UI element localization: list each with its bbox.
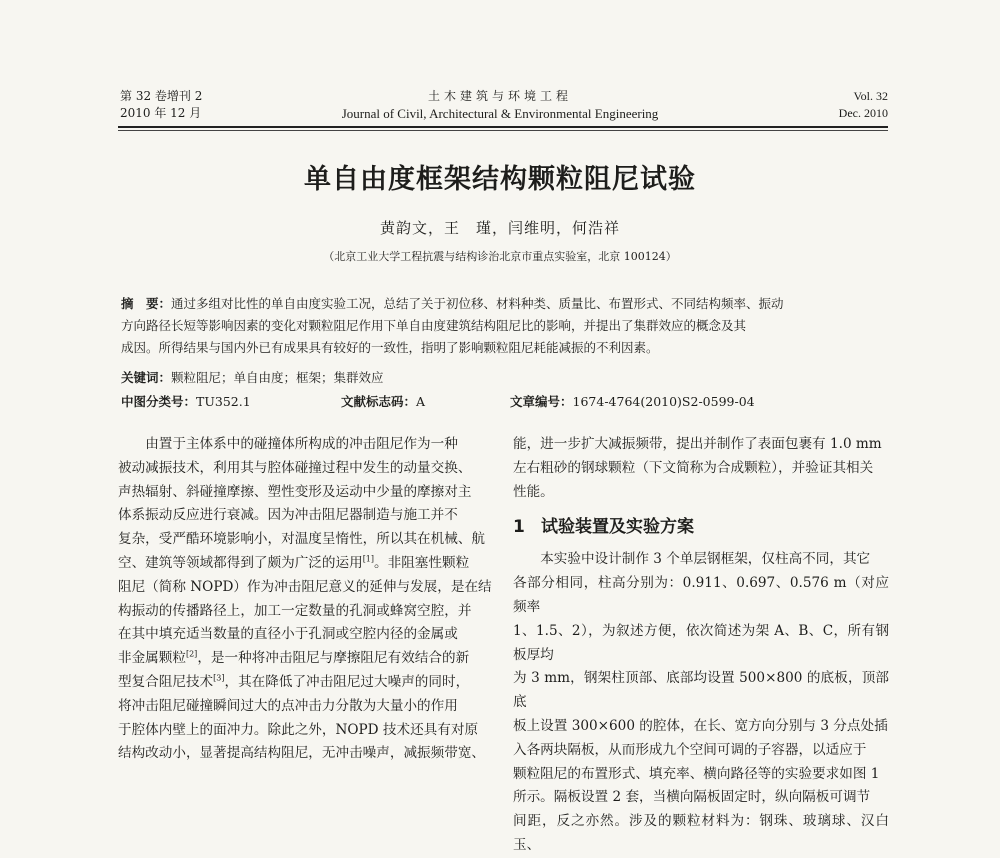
body-line: 构振动的传播路径上，加工一定数量的孔洞或蜂窝空腔，并 — [118, 602, 472, 619]
body-text: 。非阻塞性颗粒 — [374, 554, 470, 571]
volume-info — [839, 88, 888, 122]
body-line: 性能。 — [513, 483, 554, 500]
body-column-left — [118, 433, 494, 766]
body-line: 阻尼（简称 NOPD）作为冲击阻尼意义的延伸与发展，是在结 — [118, 578, 492, 595]
abstract-text-1: 通过多组对比性的单自由度实验工况，总结了关于初位移、材料种类、质量比、布置形式、不同结构频率、振动 — [171, 296, 784, 311]
body-text: ，其在降低了冲击阻尼过大噪声的同时， — [224, 673, 470, 690]
body-line — [118, 647, 494, 671]
body-line: 颗粒阻尼的布置形式、填充率、横向路径等的实验要求如图 1 — [513, 765, 880, 782]
issue-volume: 第 32 卷增刊 2 — [120, 89, 203, 103]
paper-affiliation: （北京工业大学工程抗震与结构诊治北京市重点实验室，北京 100124） — [323, 250, 677, 263]
body-text: 空、建筑等领域都得到了颇为广泛的运用 — [118, 554, 363, 571]
body-line: 本实验中设计制作 3 个单层钢框架，仅柱高不同，其它 — [540, 551, 871, 568]
body-line: 能，进一步扩大减振频带，提出并制作了表面包裹有 1.0 mm — [513, 436, 882, 452]
clc-number — [121, 392, 251, 410]
paper-authors: 黄韵文，王 瑾，闫维明，何浩祥 — [379, 219, 620, 237]
body-line: 板上设置 300×600 的腔体，在长、宽方向分别与 3 分点处插 — [513, 717, 888, 734]
body-line: 所示。隔板设置 2 套，当横向隔板固定时，纵向隔板可调节 — [513, 789, 871, 806]
header-rule-thin — [118, 130, 888, 131]
body-line: 复杂，受严酷环境影响小，对温度呈惰性，所以其在机械、航 — [118, 531, 486, 548]
body-text: ，是一种将冲击阻尼与摩擦阻尼有效结合的新 — [197, 650, 470, 667]
body-text: 非金属颗粒 — [118, 650, 186, 667]
article-number — [510, 392, 755, 410]
body-line: 左右粗砂的钢球颗粒（下文简称为合成颗粒），并验证其相关 — [513, 459, 874, 476]
body-line: 入各两块隔板，从而形成九个空间可调的子容器，以适应于 — [513, 741, 867, 758]
body-line: 体系振动反应进行衰减。因为冲击阻尼器制造与施工并不 — [118, 507, 458, 524]
abstract — [121, 293, 886, 359]
keywords-label: 关键词： — [121, 370, 172, 385]
body-text: 型复合阻尼技术 — [118, 673, 214, 690]
citation-ref: [2] — [185, 649, 198, 659]
body-column-right — [513, 433, 889, 858]
issue-date: 2010 年 12 月 — [120, 106, 202, 120]
abstract-line — [121, 293, 886, 315]
journal-name-cn: 土木建筑与环境工程 — [427, 89, 572, 103]
keywords-text: 颗粒阻尼；单自由度；框架；集群效应 — [171, 370, 384, 385]
article-value: 1674-4764(2010)S2-0599-04 — [572, 394, 755, 409]
body-line: 于腔体内壁上的面冲力。除此之外，NOPD 技术还具有对原 — [118, 721, 479, 738]
body-line: 在其中填充适当数量的直径小于孔洞或空腔内径的金属或 — [118, 626, 458, 643]
body-line: 间距，反之亦然。涉及的颗粒材料为：钢珠、玻璃球、汉白玉、 — [513, 813, 889, 853]
body-line: 由置于主体系中的碰撞体所构成的冲击阻尼作为一种 — [145, 436, 458, 452]
body-line: 为 3 mm，钢架柱顶部、底部均设置 500×800 的底板，顶部底 — [513, 670, 889, 711]
citation-ref: [3] — [213, 673, 225, 683]
body-line: 各部分相同，柱高分别为：0.911、0.697、0.576 m（对应频率 — [513, 575, 889, 615]
body-line — [118, 671, 494, 695]
section-number: 1 — [513, 517, 525, 538]
body-line: 被动减振技术，利用其与腔体碰撞过程中发生的动量交换、 — [118, 459, 472, 476]
journal-name — [250, 88, 750, 122]
doc-label: 文献标志码： — [341, 394, 417, 409]
header-rule-thick — [118, 126, 888, 128]
body-line: 结构改动小，显著提高结构阻尼，无冲击噪声，减振频带宽、 — [118, 745, 486, 762]
issue-info — [120, 88, 202, 122]
volume-number: Vol. 32 — [853, 89, 888, 103]
section-title: 试验装置及实验方案 — [541, 517, 694, 538]
journal-name-en: Journal of Civil, Architectural & Environmental Engineering — [341, 106, 659, 121]
abstract-text-2: 方向路径长短等影响因素的变化对颗粒阻尼作用下单自由度建筑结构阻尼比的影响，并提出了集群效应的概念及其 — [121, 318, 747, 333]
citation-ref: [1] — [362, 554, 375, 564]
abstract-label: 摘 要： — [121, 296, 172, 311]
clc-label: 中图分类号： — [121, 394, 197, 409]
paper-title: 单自由度框架结构颗粒阻尼试验 — [304, 164, 696, 195]
document-code — [341, 392, 425, 410]
volume-date: Dec. 2010 — [838, 106, 888, 120]
body-line: 1、1.5、2），为叙述方便，依次简述为架 A、B、C，所有钢板厚均 — [513, 622, 889, 663]
article-label: 文章编号： — [510, 394, 573, 409]
keywords — [121, 368, 384, 386]
body-line: 将冲击阻尼碰撞瞬间过大的点冲击力分散为大量小的作用 — [118, 697, 458, 714]
body-line: 声热辐射、斜碰撞摩擦、塑性变形及运动中少量的摩擦对主 — [118, 483, 472, 500]
section-heading — [513, 515, 889, 539]
body-line — [118, 552, 494, 576]
doc-value: A — [416, 394, 426, 409]
clc-value: TU352.1 — [196, 394, 251, 409]
abstract-text-3: 成因。所得结果与国内外已有成果具有较好的一致性，指明了影响颗粒阻尼耗能减振的不利因素。 — [121, 340, 659, 355]
